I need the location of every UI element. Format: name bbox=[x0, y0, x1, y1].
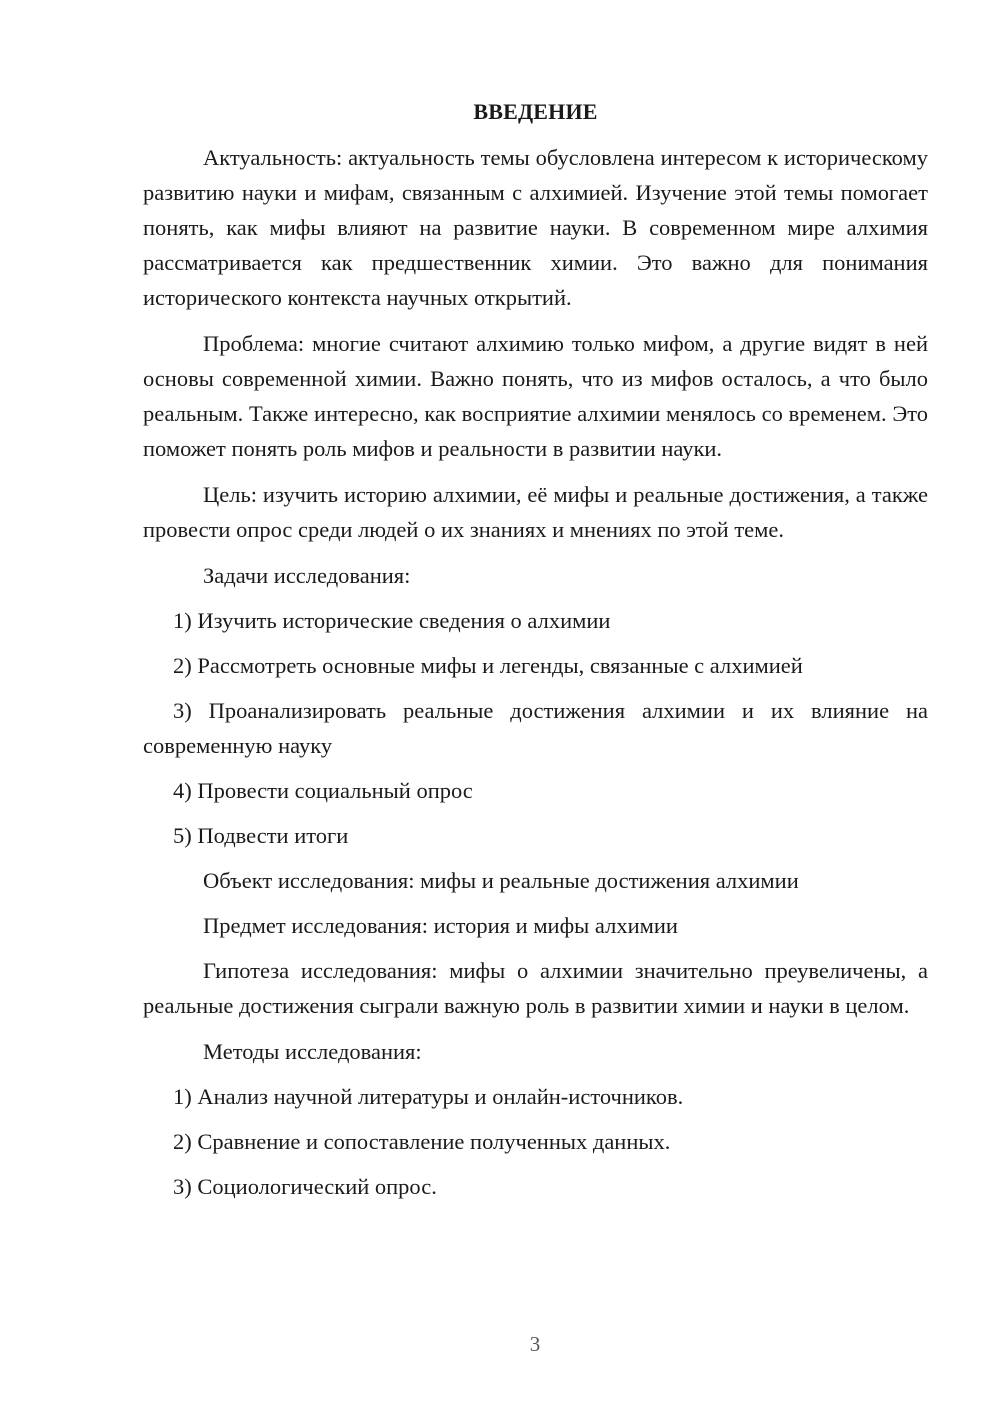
tasks-heading: Задачи исследования: bbox=[203, 563, 411, 588]
task-item: 3) Проанализировать реальные достижения алхимии и их влияние на современную науку bbox=[143, 698, 928, 758]
method-item: 2) Сравнение и сопоставление полученных данных. bbox=[173, 1129, 671, 1154]
methods-heading: Методы исследования: bbox=[203, 1039, 422, 1064]
task-item: 4) Провести социальный опрос bbox=[173, 778, 473, 803]
method-item: 1) Анализ научной литературы и онлайн-источников. bbox=[173, 1084, 684, 1109]
goal-paragraph: Цель: изучить историю алхимии, её мифы и реальные достижения, а также провести опрос среди людей о их знаниях и мнениях по этой теме. bbox=[143, 482, 928, 542]
object-paragraph: Объект исследования: мифы и реальные достижения алхимии bbox=[203, 868, 799, 893]
task-item: 2) Рассмотреть основные мифы и легенды, связанные с алхимией bbox=[173, 653, 803, 678]
task-item: 1) Изучить исторические сведения о алхимии bbox=[173, 608, 611, 633]
section-title: ВВЕДЕНИЕ bbox=[473, 99, 598, 124]
problem-paragraph: Проблема: многие считают алхимию только мифом, а другие видят в ней основы современной химии. Важно понять, что из мифов осталось, а что было реальным. Также интересно, как восприятие алхимии менялось со временем. Это поможет понять роль мифов и реальности в развитии науки. bbox=[143, 331, 928, 461]
methods-list bbox=[143, 1079, 928, 1204]
document-page bbox=[143, 94, 928, 1214]
page-number: 3 bbox=[529, 1332, 541, 1356]
task-item: 5) Подвести итоги bbox=[173, 823, 349, 848]
hypothesis-paragraph: Гипотеза исследования: мифы о алхимии значительно преувеличены, а реальные достижения сыграли важную роль в развитии химии и науки в целом. bbox=[143, 958, 928, 1018]
subject-paragraph: Предмет исследования: история и мифы алхимии bbox=[203, 913, 678, 938]
tasks-list bbox=[143, 603, 928, 853]
relevance-paragraph: Актуальность: актуальность темы обусловлена интересом к историческому развитию науки и мифам, связанным с алхимией. Изучение этой темы помогает понять, как мифы влияют на развитие науки. В современном мире алхимия рассматривается как предшественник химии. Это важно для понимания исторического контекста научных открытий. bbox=[143, 145, 928, 310]
method-item: 3) Социологический опрос. bbox=[173, 1174, 437, 1199]
